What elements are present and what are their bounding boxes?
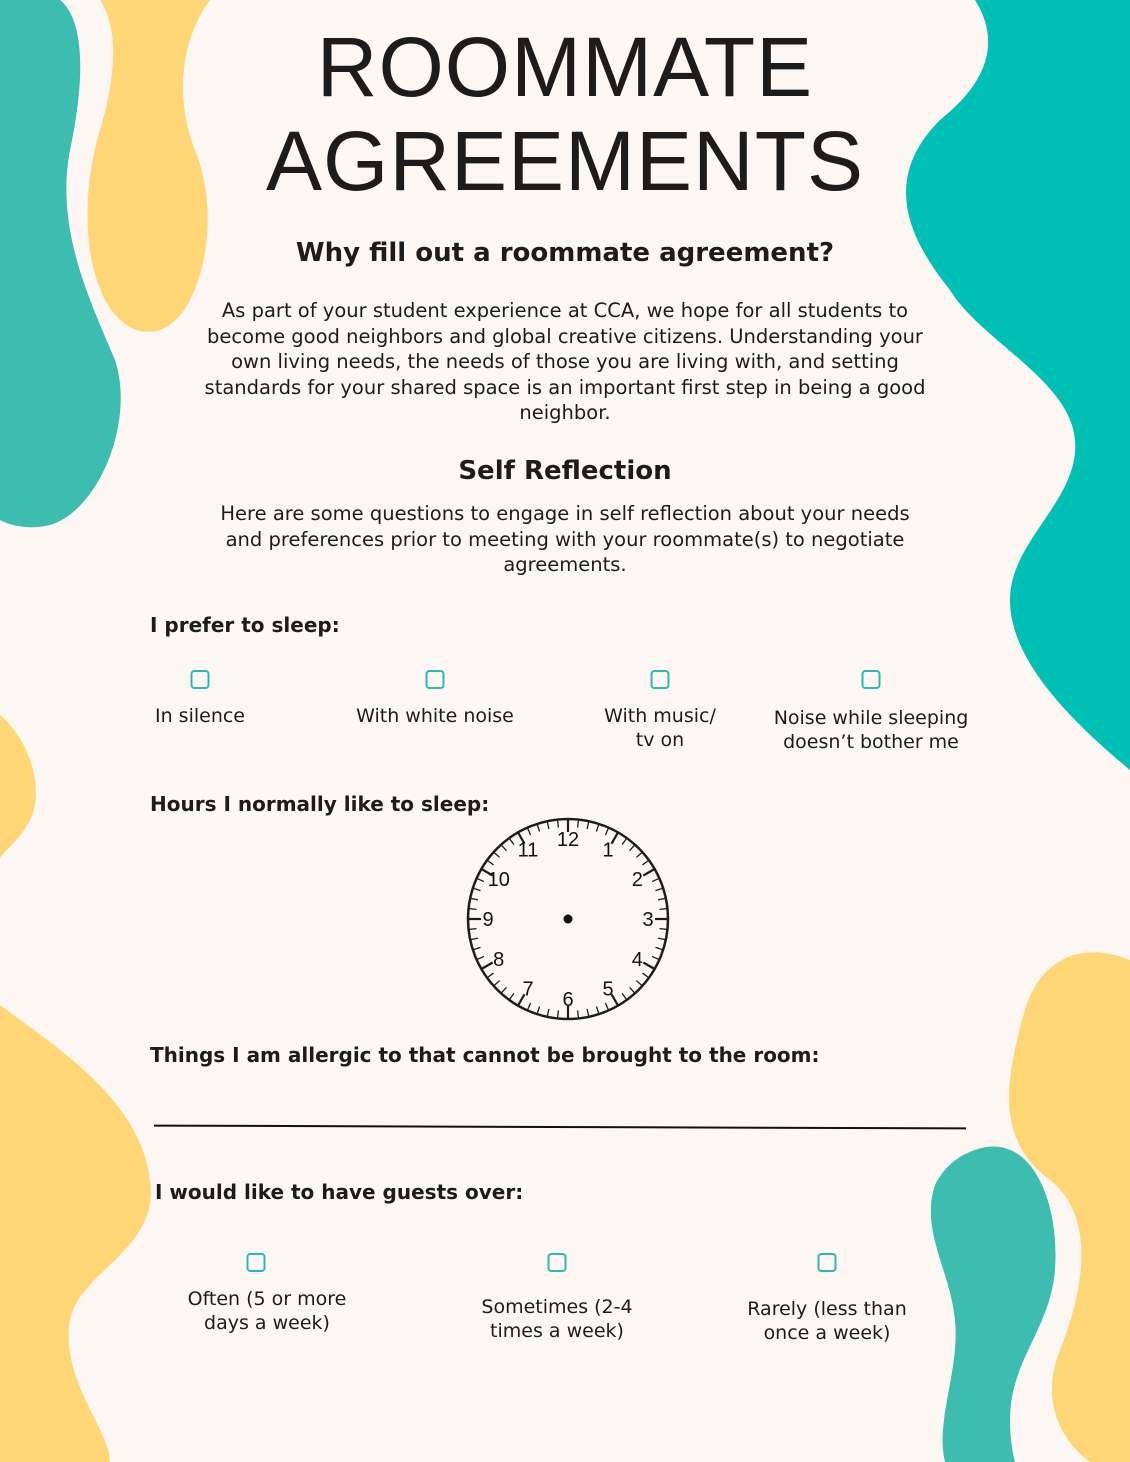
title-line-2: AGREEMENTS (265, 114, 865, 208)
clock-tick (509, 993, 514, 999)
clock-number: 3 (642, 909, 654, 931)
option-label: Often (5 or more days a week) (187, 1288, 347, 1334)
clock-tick (622, 838, 627, 844)
clock-tick (643, 869, 654, 876)
clock-number: 8 (493, 949, 505, 971)
clock-tick (622, 993, 627, 999)
clock-number: 6 (562, 989, 574, 1011)
self-reflection-paragraph: Here are some questions to engage in self reflection about your needs and preferences prior to meeting with your roommate(s) to negotiate agreements. (220, 502, 910, 576)
clock-tick (652, 956, 659, 959)
checkbox-often[interactable] (247, 1253, 266, 1272)
clock-number: 7 (522, 978, 534, 1001)
clock-number: 12 (556, 829, 580, 851)
self-reflection-heading: Self Reflection (458, 456, 672, 486)
clock-tick (481, 963, 492, 970)
clock-tick (487, 860, 493, 865)
option-label: Noise while sleeping doesn’t bother me (773, 707, 969, 753)
clock-face[interactable] (466, 817, 670, 1021)
clock-number: 5 (602, 978, 614, 1001)
clock-tick (605, 828, 608, 835)
option-label: With white noise (356, 705, 514, 727)
why-paragraph: As part of your student experience at CCA, we hope for all students to become good neighbors and global creative citizens. Understanding your own living needs, the needs of those you are living with, and setting standards for your shared space is an important first step in being a good neighbor. (204, 299, 926, 424)
clock-tick (659, 929, 667, 930)
clock-tick (469, 929, 477, 930)
clock-tick (470, 898, 478, 900)
clock-tick (659, 909, 667, 910)
yellow-blob-bottom-left (0, 1005, 151, 1462)
clock-tick (494, 981, 500, 986)
option-label: In silence (154, 705, 245, 727)
checkbox-in-silence[interactable] (191, 670, 210, 689)
guests-question: I would like to have guests over: (155, 1180, 524, 1204)
clock-number: 4 (631, 949, 643, 971)
clock-tick (473, 947, 481, 949)
clock-tick (630, 845, 635, 851)
clock-tick (596, 824, 598, 832)
clock-tick (642, 973, 648, 978)
checkbox-music-tv[interactable] (651, 670, 670, 689)
clock-tick (501, 845, 506, 851)
clock-number: 9 (482, 909, 494, 931)
clock-tick (470, 938, 478, 940)
clock-tick (636, 981, 642, 986)
clock-number: 11 (517, 839, 539, 862)
clock-tick (477, 878, 484, 881)
clock-tick (655, 947, 663, 949)
clock-tick (494, 852, 500, 857)
clock-tick (655, 888, 663, 890)
clock-tick (527, 828, 530, 835)
teal-blob-bottom-right (931, 1147, 1056, 1462)
clock-tick (578, 1010, 579, 1018)
option-label: Sometimes (2-4 times a week) (481, 1296, 633, 1342)
clock-tick (501, 987, 506, 993)
clock-tick (547, 1009, 549, 1017)
clock-tick (487, 973, 493, 978)
option-label: Rarely (less than once a week) (747, 1298, 907, 1344)
clock-tick (469, 909, 477, 910)
clock-tick (596, 1006, 598, 1014)
checkbox-noise-ok[interactable] (862, 670, 881, 689)
clock-tick (473, 888, 481, 890)
clock-tick (547, 821, 549, 829)
clock-tick (558, 820, 559, 828)
clock-tick (630, 987, 635, 993)
clock-tick (509, 838, 514, 844)
clock-tick (537, 1006, 539, 1014)
clock-number: 2 (631, 869, 643, 891)
checkbox-sometimes[interactable] (548, 1253, 567, 1272)
clock-tick (658, 898, 666, 900)
clock-tick (605, 1003, 608, 1010)
clock-tick (527, 1003, 530, 1010)
clock-tick (658, 938, 666, 940)
clock-tick (587, 1009, 589, 1017)
clock-tick (652, 878, 659, 881)
title-line-1: ROOMMATE (316, 20, 814, 114)
clock-tick (636, 852, 642, 857)
clock-tick (477, 956, 484, 959)
clock-number: 10 (487, 869, 510, 891)
clock-tick (537, 824, 539, 832)
clock-tick (587, 821, 589, 829)
clock-center-dot (564, 915, 573, 924)
option-label: With music/ tv on (604, 705, 716, 751)
why-heading: Why fill out a roommate agreement? (295, 238, 835, 268)
yellow-blob-mid-left (0, 715, 36, 858)
clock-tick (643, 963, 654, 970)
checkbox-rarely[interactable] (818, 1253, 837, 1272)
clock-tick (578, 820, 579, 828)
allergy-question: Things I am allergic to that cannot be brought to the room: (150, 1043, 820, 1067)
sleep-question: I prefer to sleep: (150, 613, 340, 637)
hours-question: Hours I normally like to sleep: (150, 792, 490, 816)
checkbox-white-noise[interactable] (426, 670, 445, 689)
clock-tick (558, 1010, 559, 1018)
page-title (0, 22, 1130, 206)
clock-tick (642, 860, 648, 865)
clock-number: 1 (602, 839, 614, 862)
